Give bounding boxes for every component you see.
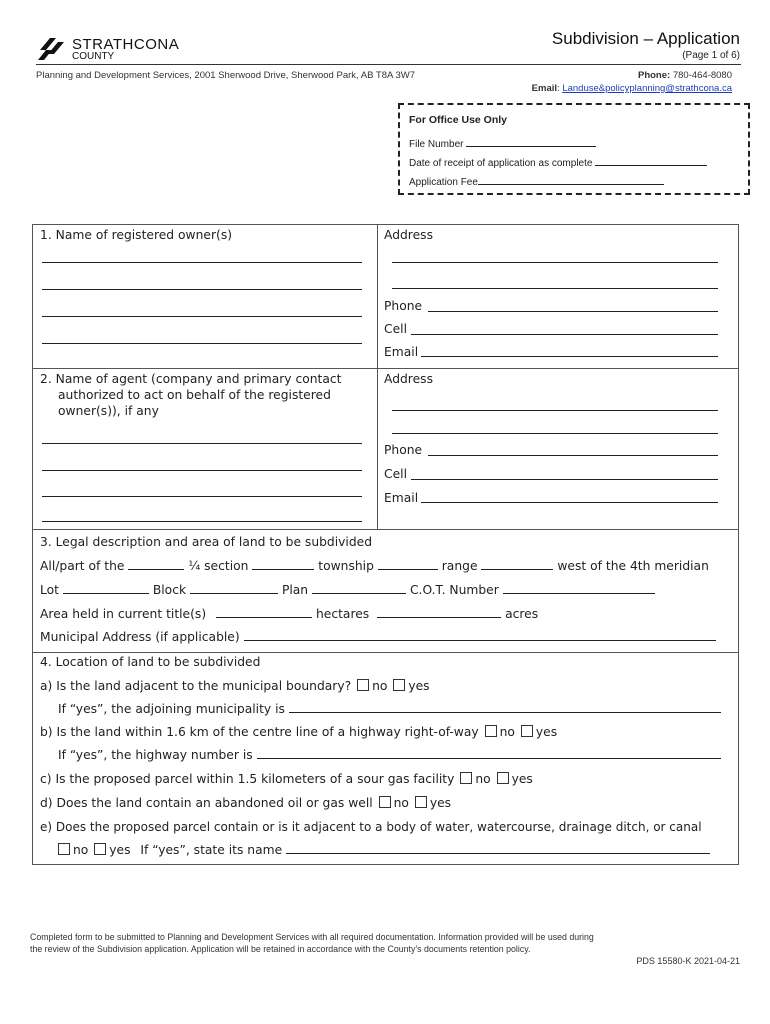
- contact-phone: [638, 70, 732, 81]
- question-b-follow: [58, 748, 721, 762]
- header-rule: [36, 64, 741, 65]
- township-field[interactable]: [378, 559, 438, 570]
- fee-field[interactable]: [478, 174, 664, 185]
- agent-email-field[interactable]: [421, 502, 718, 503]
- agent-name-line-1[interactable]: [42, 443, 362, 444]
- question-e-no-checkbox[interactable]: [58, 843, 70, 855]
- section3-title: 3. Legal description and area of land to be subdivided: [40, 535, 373, 549]
- date-receipt-field[interactable]: [595, 155, 707, 166]
- acres-label: acres: [505, 607, 539, 621]
- question-a-follow-text: If “yes”, the adjoining municipality is: [58, 702, 285, 716]
- owner-name-line-2[interactable]: [42, 289, 362, 290]
- agent-name-line-2[interactable]: [42, 470, 362, 471]
- question-a-yes-label: yes: [408, 679, 430, 693]
- owner-phone-label: Phone: [384, 299, 423, 313]
- meridian-label: west of the 4th meridian: [557, 559, 709, 573]
- section4-title: 4. Location of land to be subdivided: [40, 655, 261, 669]
- township-label: township: [318, 559, 374, 573]
- question-d-text: d) Does the land contain an abandoned oil or gas well: [40, 796, 373, 810]
- agent-name-line-4[interactable]: [42, 521, 362, 522]
- owner-email-label: Email: [384, 345, 419, 359]
- agent-address-line-1[interactable]: [392, 410, 718, 411]
- lot-field[interactable]: [63, 583, 149, 594]
- municipal-address-field[interactable]: [244, 630, 716, 641]
- fee-label: Application Fee: [409, 177, 478, 188]
- legal-row-3: [40, 607, 538, 621]
- question-d: [40, 796, 451, 810]
- area-label: Area held in current title(s): [40, 607, 207, 621]
- fee-row: [409, 174, 664, 188]
- office-use-title: For Office Use Only: [409, 114, 508, 126]
- water-body-name-field[interactable]: [286, 843, 710, 854]
- highway-number-field[interactable]: [257, 748, 721, 759]
- question-e-yes-label: yes: [109, 843, 131, 857]
- question-a-text: a) Is the land adjacent to the municipal boundary?: [40, 679, 352, 693]
- all-part-label: All/part of the: [40, 559, 125, 573]
- question-b-no-checkbox[interactable]: [485, 725, 497, 737]
- question-a-follow: [58, 702, 721, 716]
- logo-text-top: STRATHCONA: [72, 36, 180, 53]
- agent-address-line-2[interactable]: [392, 433, 718, 434]
- question-e-no-label: no: [73, 843, 89, 857]
- footer-note-line1: Completed form to be submitted to Planning and Development Services with all required documentation. Information provided will be used during: [30, 932, 594, 942]
- question-c-yes-label: yes: [511, 772, 533, 786]
- agent-cell-label: Cell: [384, 467, 407, 481]
- cot-field[interactable]: [503, 583, 655, 594]
- agent-email-label: Email: [384, 491, 419, 505]
- form-title: Subdivision – Application: [551, 29, 740, 48]
- phone-value: 780-464-8080: [672, 70, 732, 81]
- question-c: [40, 772, 533, 786]
- block-field[interactable]: [190, 583, 278, 594]
- question-a: [40, 679, 430, 693]
- question-b-yes-label: yes: [535, 725, 558, 739]
- question-e-yes-checkbox[interactable]: [94, 843, 106, 855]
- lot-label: Lot: [40, 583, 59, 597]
- question-d-no-checkbox[interactable]: [379, 796, 391, 808]
- file-number-label: File Number: [409, 139, 464, 150]
- logo: [36, 36, 186, 62]
- municipal-address-label: Municipal Address (if applicable): [40, 630, 240, 644]
- question-c-text: c) Is the proposed parcel within 1.5 kilometers of a sour gas facility: [40, 772, 455, 786]
- phone-label: Phone:: [637, 70, 671, 81]
- range-label: range: [441, 559, 478, 573]
- owner-email-field[interactable]: [421, 356, 718, 357]
- question-b-follow-text: If “yes”, the highway number is: [58, 748, 253, 762]
- owner-phone-field[interactable]: [428, 311, 718, 312]
- question-a-no-checkbox[interactable]: [357, 679, 369, 691]
- date-receipt-row: [409, 155, 707, 169]
- question-e-follow-text: If “yes”, state its name: [140, 843, 283, 857]
- office-use-box: [398, 103, 750, 195]
- adjoining-municipality-field[interactable]: [289, 702, 721, 713]
- department-address: Planning and Development Services, 2001 Sherwood Drive, Sherwood Park, AB T8A 3W7: [36, 70, 415, 81]
- legal-row-4: [40, 630, 716, 644]
- quarter-section-label: ¼ section: [188, 559, 249, 573]
- logo-text-bottom: COUNTY: [72, 51, 115, 62]
- agent-phone-field[interactable]: [428, 455, 718, 456]
- question-e-follow: [56, 843, 710, 857]
- agent-name-line-3[interactable]: [42, 496, 362, 497]
- question-c-no-checkbox[interactable]: [460, 772, 472, 784]
- all-part-field[interactable]: [128, 559, 184, 570]
- question-e: e) Does the proposed parcel contain or is it adjacent to a body of water, watercourse, drainage ditch, or canal: [40, 820, 702, 834]
- date-receipt-label: Date of receipt of application as complete: [409, 158, 593, 169]
- page-number: (Page 1 of 6): [682, 50, 740, 61]
- question-d-yes-checkbox[interactable]: [415, 796, 427, 808]
- legal-row-1: [40, 559, 709, 573]
- email-label: Email: [531, 83, 558, 94]
- section2-title-line1: 2. Name of agent (company and primary contact: [40, 372, 342, 386]
- section2-title-line2: authorized to act on behalf of the registered: [58, 388, 331, 402]
- divider-h1: [32, 368, 739, 369]
- agent-phone-label: Phone: [384, 443, 423, 457]
- email-link[interactable]: Landuse&policyplanning@strathcona.ca: [562, 83, 732, 94]
- question-d-yes-label: yes: [429, 796, 452, 810]
- question-c-no-label: no: [475, 772, 491, 786]
- question-c-yes-checkbox[interactable]: [497, 772, 509, 784]
- quarter-section-field[interactable]: [252, 559, 314, 570]
- form-code: PDS 15580-K 2021-04-21: [636, 956, 740, 966]
- file-number-row: [409, 136, 596, 150]
- plan-label: Plan: [281, 583, 309, 597]
- question-d-no-label: no: [393, 796, 409, 810]
- contact-email: Email: Landuse&policyplanning@strathcona.ca: [531, 83, 732, 94]
- owner-name-line-1[interactable]: [42, 262, 362, 263]
- cot-label: C.O.T. Number: [409, 583, 499, 597]
- footer-note-line2: the review of the Subdivision application. Application will be retained in accordance with the County’s documents retention policy.: [30, 944, 531, 954]
- block-label: Block: [152, 583, 187, 597]
- question-b-no-label: no: [499, 725, 515, 739]
- section2-title-line3: owner(s)), if any: [58, 404, 159, 418]
- question-a-no-label: no: [372, 679, 388, 693]
- owner-name-line-3[interactable]: [42, 316, 362, 317]
- divider-v: [377, 224, 378, 529]
- legal-row-2: [40, 583, 655, 597]
- divider-h3: [32, 652, 739, 653]
- owner-address-line-2[interactable]: [392, 288, 718, 289]
- area-field[interactable]: [216, 607, 312, 618]
- owner-name-line-4[interactable]: [42, 343, 362, 344]
- question-b-yes-checkbox[interactable]: [521, 725, 533, 737]
- question-b-text: b) Is the land within 1.6 km of the centre line of a highway right-of-way: [40, 725, 479, 739]
- owner-address-line-1[interactable]: [392, 262, 718, 263]
- strathcona-logo-icon: [36, 36, 66, 62]
- file-number-field[interactable]: [466, 136, 596, 147]
- range-field[interactable]: [481, 559, 553, 570]
- hectares-label: hectares: [315, 607, 370, 621]
- agent-address-label: Address: [384, 372, 433, 386]
- hectares-field[interactable]: [377, 607, 501, 618]
- owner-cell-label: Cell: [384, 322, 407, 336]
- plan-field[interactable]: [312, 583, 406, 594]
- agent-cell-field[interactable]: [411, 479, 718, 480]
- question-b: [40, 725, 557, 739]
- section1-title: 1. Name of registered owner(s): [40, 228, 233, 242]
- question-a-yes-checkbox[interactable]: [393, 679, 405, 691]
- owner-address-label: Address: [384, 228, 433, 242]
- divider-h2: [32, 529, 739, 530]
- owner-cell-field[interactable]: [411, 334, 718, 335]
